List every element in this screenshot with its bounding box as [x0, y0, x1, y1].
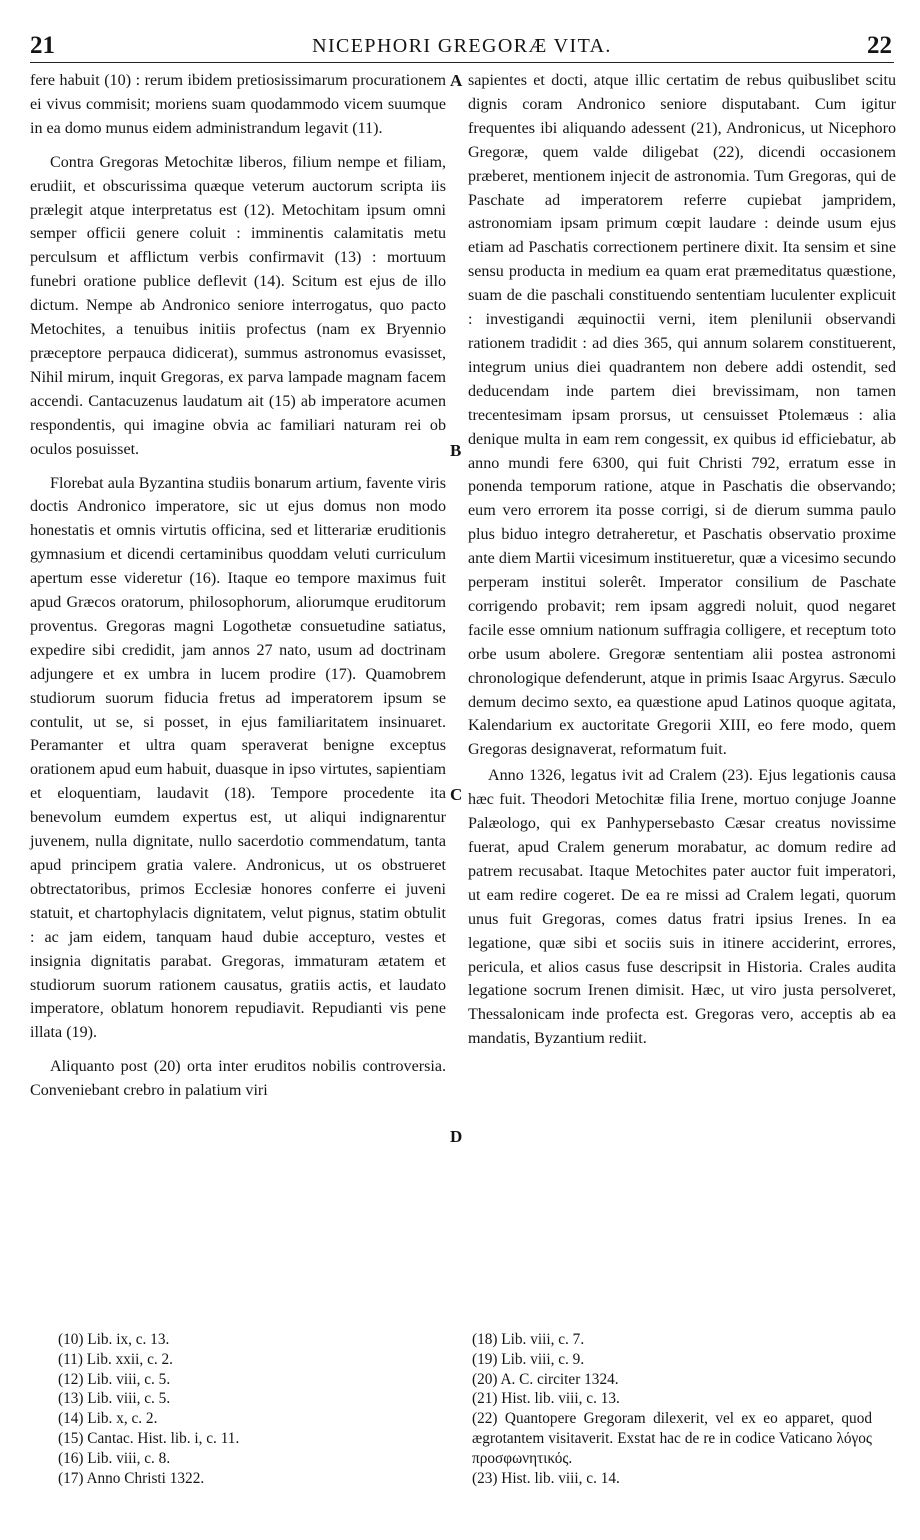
page-number-right: 22 — [867, 32, 892, 59]
margin-marker-d: D — [450, 1127, 463, 1146]
paragraph: Florebat aula Byzantina studiis bonarum artium, favente viris doctis Andronico imperatore, sic ut ejus domus non modo honestatis et omnis virtutis officina, sed et litterariæ eruditionis gymnasium et dicendi certaminibus quoddam veluti curriculum apertum esse videretur (16). Itaque eo tempore maximus fuit apud Græcos oratorum, philosophorum, aliorumque eruditorum proventus. Gregoras magni Logothetæ consuetudine satiatus, expedire sibi credidit, jam annos 27 nato, usum ad doctrinam adjungere et ex umbra in lucem prodire (17). Quamobrem studiorum suorum fiducia fretus ad imperatorem ipsum se contulit, ut se, si posset, in ejus familiaritatem insinuaret. Peramanter et ultra quam speraverat benigne exceptus orationem apud eum habuit, duasque in ipso virtutes, sapientiam et eloquentiam, laudavit (18). Tempore procedente ita benevolum eumdem expertus est, ut aliqui indignarentur juvenem, nulla dignitate, nullo sacerdotio commendatum, tanta apud principem gratia valere. Andronicus, ut os obstrueret obtrectatoribus, primos Ecclesiæ honores conferre ei juveni statuit, et chartophylacis dignitatem, velut pignus, statim obtulit : ac jam eidem, tanquam haud dubie accepturo, vestes et insignia dignitatis parabat. Gregoras, immaturam ætatem et studiorum suorum rationem causatus, gratiis actis, et laudato imperatore, oblatum honorem repudiavit. Repudianti vis pene illata (19). — [30, 474, 446, 1042]
paragraph: sapientes et docti, atque illic certatim de rebus quibuslibet scitu dignis coram Andronico seniore disputabant. Cum igitur frequentes ibi aliquando adessent (21), Andronicus, ut Nicephoro Gregoræ, quem valde diligebat (22), dicendi occasionem præberet, mentionem injecit de astronomia. Tum Gregoras, qui de Paschate ad imperatorem referre cupiebat jampridem, astronomiam ipsam primum cœpit laudare : deinde usum ejus etiam ad Paschatis correctionem pertinere dixit. Ita sensim et sine sensu producta in medium ea quam erat præmeditatus quæstione, suam de die paschali constituendo sententiam luculenter explicuit : investigandi æquinoctii verni, item plenilunii observandi rationem tradidit : ad dies 365, qui annum solarem constituerent, integrum unius diei quadrantem non debere addi ostendit, sed deducendam inde partem diei brevissimam, non tamen trecentesimam ipsam prorsus, ut censuisset Ptolemæus : alia denique multa in eam rem congessit, ex quibus id efficiebatur, ab anno mundi fere 6300, qui fuit Christi 792, erratum esse in ponenda temporum ratione, atque in Paschatis die observando; eum vero errorem ita posse corrigi, si de dierum summa paulo plus biduo integro detraheretur, et Paschatis observatio proxime ante diem Martii vicesimum institueretur, quæ a vicesimo secundo perperam institui solerêt. Imperator consilium de Paschate corrigendo probavit; rem ipsam aggredi noluit, quod negaret facile esse omnium nationum suffragia colligere, et receptum toto orbe usum abolere. Gregoræ sententiam alii postea astronomi chronologique defenderunt, atque in primis Isaac Argyrus. Sæculo demum decimo sexto, ea quæstione apud Latinos quoque agitata, Kalendarium ex auctoritate Gregorii XIII, eo fere modo, quem Gregoras designaverat, reformatum fuit. — [468, 72, 896, 759]
paragraph: Contra Gregoras Metochitæ liberos, filium nempe et filiam, erudiit, et obscurissima quæque veterum auctorum scripta iis prælegit atque interpretatus est (12). Metochitam ipsum omni semper officii genere coluit : imminentis calamitatis metu perculsum et afflictum verbis confirmavit (13) : mortuum funebri oratione publice deflevit (14). Scitum est ejus de illo dictum. Nempe ab Andronico seniore interrogatus, quo pacto Metochites, a tenuibus initiis profectus (nam ex Bryennio præceptore perpauca didicerat), summus astronomus evasisset, Nihil mirum, inquit Gregoras, ex parva lampade magnam facem accendi. Cantacuzenus laudatum ait (15) ab imperatore acumen respondentis, qui imagine obvia ac familiari naturam rei ob oculos posuisset. — [30, 153, 446, 458]
footnote: (20) A. C. circiter 1324. — [472, 1370, 619, 1388]
footnote: (16) Lib. viii, c. 8. — [58, 1449, 171, 1467]
footnote: (23) Hist. lib. viii, c. 14. — [472, 1469, 620, 1487]
margin-marker-a: A — [450, 71, 463, 90]
page-number-left: 21 — [30, 32, 55, 59]
margin-marker-c: C — [450, 785, 463, 804]
paragraph: Aliquanto post (20) orta inter eruditos nobilis controversia. Conveniebant crebro in palatium viri — [30, 1058, 446, 1100]
footnote: (12) Lib. viii, c. 5. — [58, 1370, 171, 1388]
margin-marker-b: B — [450, 441, 462, 460]
footnote: (21) Hist. lib. viii, c. 13. — [472, 1390, 620, 1408]
right-column — [468, 69, 896, 1051]
footnote: (17) Anno Christi 1322. — [58, 1469, 205, 1487]
footnote: (15) Cantac. Hist. lib. i, c. 11. — [58, 1429, 240, 1447]
text-columns — [30, 69, 894, 1341]
footnote: (14) Lib. x, c. 2. — [58, 1410, 158, 1428]
footnote: (13) Lib. viii, c. 5. — [58, 1390, 171, 1408]
footnote: (19) Lib. viii, c. 9. — [472, 1350, 585, 1368]
footnote: (11) Lib. xxii, c. 2. — [58, 1350, 173, 1368]
footnotes-left — [58, 1330, 428, 1488]
running-title: NICEPHORI GREGORÆ VITA. — [312, 35, 612, 57]
paragraph: Anno 1326, legatus ivit ad Cralem (23). Ejus legationis causa hæc fuit. Theodori Metochitæ filia Irene, mortuo conjuge Joanne Palæologo, qui ex Panhypersebasto Cæsar creatus novissime fuerat, apud Cralem generum morabatur, ac domum redire ad patrem recusabat. Itaque Metochites pater auctor fuit imperatori, ut eam redire cogeret. De ea re missi ad Cralem legati, quorum unus fuit Gregoras, comes datus fratri ipsius Irenes. In ea legatione, quæ sibi et sociis suis in itinere acciderint, errores, pericula, et alios casus fuse descripsit in Historia. Crales audita legatione socrum Irenen dimisit. Hæc, ut viro justa persolveret, Thessalonicam inde profecta est. Gregoras vero, acceptis ab ea mandatis, Byzantium rediit. — [468, 767, 896, 1048]
running-header — [30, 32, 894, 63]
footnote: (18) Lib. viii, c. 7. — [472, 1331, 585, 1348]
footnote: (22) Quantopere Gregoram dilexerit, vel ex eo apparet, quod ægrotantem visitaverit. Exstat hac de re in codice Vaticano λόγος προσφωνητικός. — [472, 1410, 872, 1467]
footnote: (10) Lib. ix, c. 13. — [58, 1331, 170, 1348]
footnotes-right — [472, 1330, 872, 1488]
left-column — [30, 69, 446, 1103]
paragraph: fere habuit (10) : rerum ibidem pretiosissimarum procurationem ei vivus commisit; moriens suam quodammodo vicem suumque in ea domo munus eidem administrandum legavit (11). — [30, 72, 446, 137]
